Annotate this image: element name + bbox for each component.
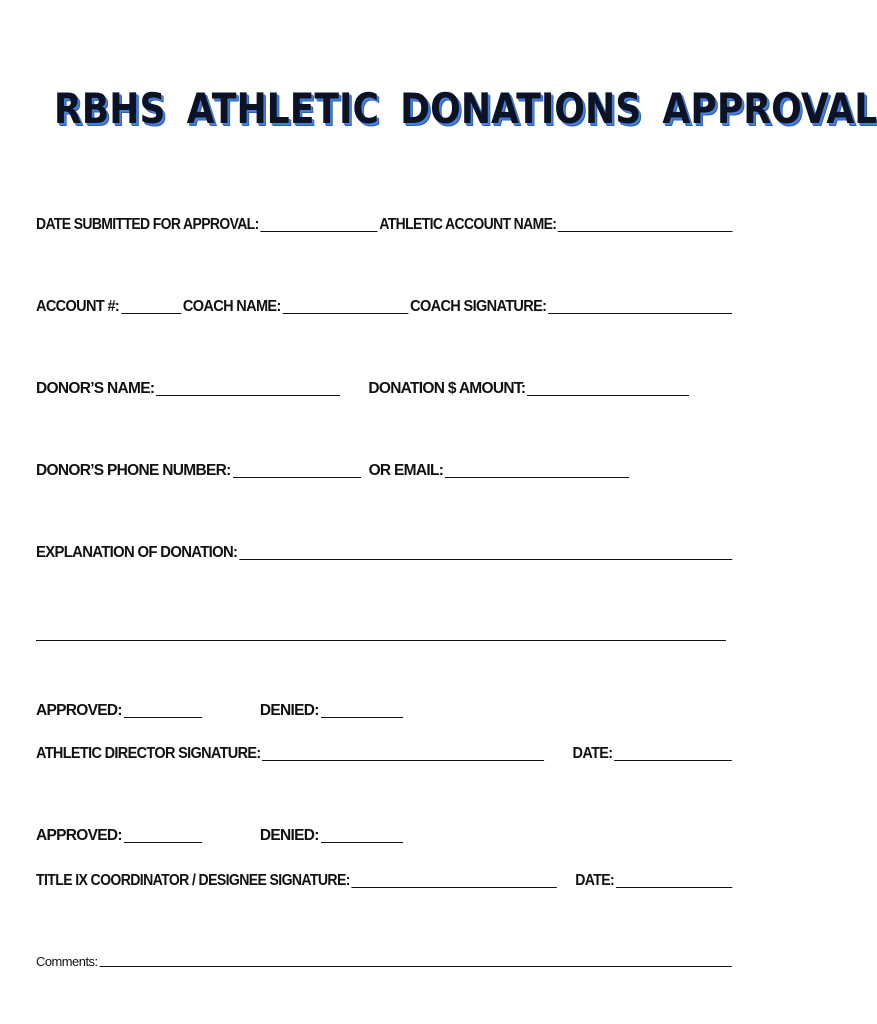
date-submitted-label: DATE SUBMITTED FOR APPROVAL:	[36, 216, 259, 233]
row-phone-email	[36, 462, 631, 480]
coach-signature-field[interactable]	[548, 299, 732, 314]
ad-denied-field[interactable]	[321, 703, 403, 718]
ad-approved-label: APPROVED:	[36, 702, 122, 719]
donors-name-label: DONOR’S NAME:	[36, 380, 155, 397]
title-ix-date-field[interactable]	[616, 873, 732, 888]
explanation-label: EXPLANATION OF DONATION:	[36, 544, 238, 561]
form-title: RBHS ATHLETIC DONATIONS APPROVAL	[53, 84, 877, 133]
coach-name-field[interactable]	[283, 299, 409, 314]
donation-amount-label: DONATION $ AMOUNT:	[368, 380, 526, 397]
ad-date-label: DATE:	[572, 745, 613, 762]
row-account-coach	[36, 298, 734, 316]
row-ad-approval	[36, 702, 405, 720]
title-ix-signature-field[interactable]	[352, 873, 557, 888]
account-number-field[interactable]	[121, 299, 181, 314]
athletic-account-name-field[interactable]	[558, 217, 733, 232]
row-explanation	[36, 544, 734, 562]
title-ix-date-label: DATE:	[575, 872, 615, 889]
row-explanation-continued	[36, 626, 728, 643]
ad-signature-label: ATHLETIC DIRECTOR SIGNATURE:	[36, 745, 261, 762]
title-ix-denied-field[interactable]	[321, 828, 403, 843]
row-title-ix-approval	[36, 827, 405, 845]
athletic-account-name-label: ATHLETIC ACCOUNT NAME:	[379, 216, 557, 233]
row-comments	[36, 952, 734, 969]
donation-amount-field[interactable]	[527, 381, 689, 396]
row-title-ix-signature	[36, 872, 734, 890]
donors-phone-field[interactable]	[233, 463, 361, 478]
account-number-label: ACCOUNT #:	[36, 298, 120, 315]
comments-label: Comments:	[36, 954, 98, 969]
coach-signature-label: COACH SIGNATURE:	[410, 298, 547, 315]
title-ix-denied-label: DENIED:	[259, 827, 319, 844]
ad-denied-label: DENIED:	[259, 702, 319, 719]
ad-approved-field[interactable]	[124, 703, 202, 718]
title-ix-approved-label: APPROVED:	[36, 827, 122, 844]
date-submitted-field[interactable]	[260, 217, 377, 232]
title-ix-approved-field[interactable]	[124, 828, 202, 843]
explanation-field-line-2[interactable]	[36, 626, 726, 641]
row-date-account	[36, 216, 735, 234]
ad-signature-field[interactable]	[262, 746, 544, 761]
explanation-field[interactable]	[239, 545, 732, 560]
title-ix-signature-label: TITLE IX COORDINATOR / DESIGNEE SIGNATURE:	[36, 872, 350, 889]
ad-date-field[interactable]	[614, 746, 732, 761]
row-donor-amount	[36, 380, 691, 398]
donors-phone-label: DONOR’S PHONE NUMBER:	[36, 462, 231, 479]
comments-field[interactable]	[100, 952, 732, 967]
donors-name-field[interactable]	[156, 381, 340, 396]
coach-name-label: COACH NAME:	[182, 298, 281, 315]
email-field[interactable]	[445, 463, 629, 478]
row-ad-signature	[36, 745, 734, 763]
or-email-label: OR EMAIL:	[368, 462, 444, 479]
